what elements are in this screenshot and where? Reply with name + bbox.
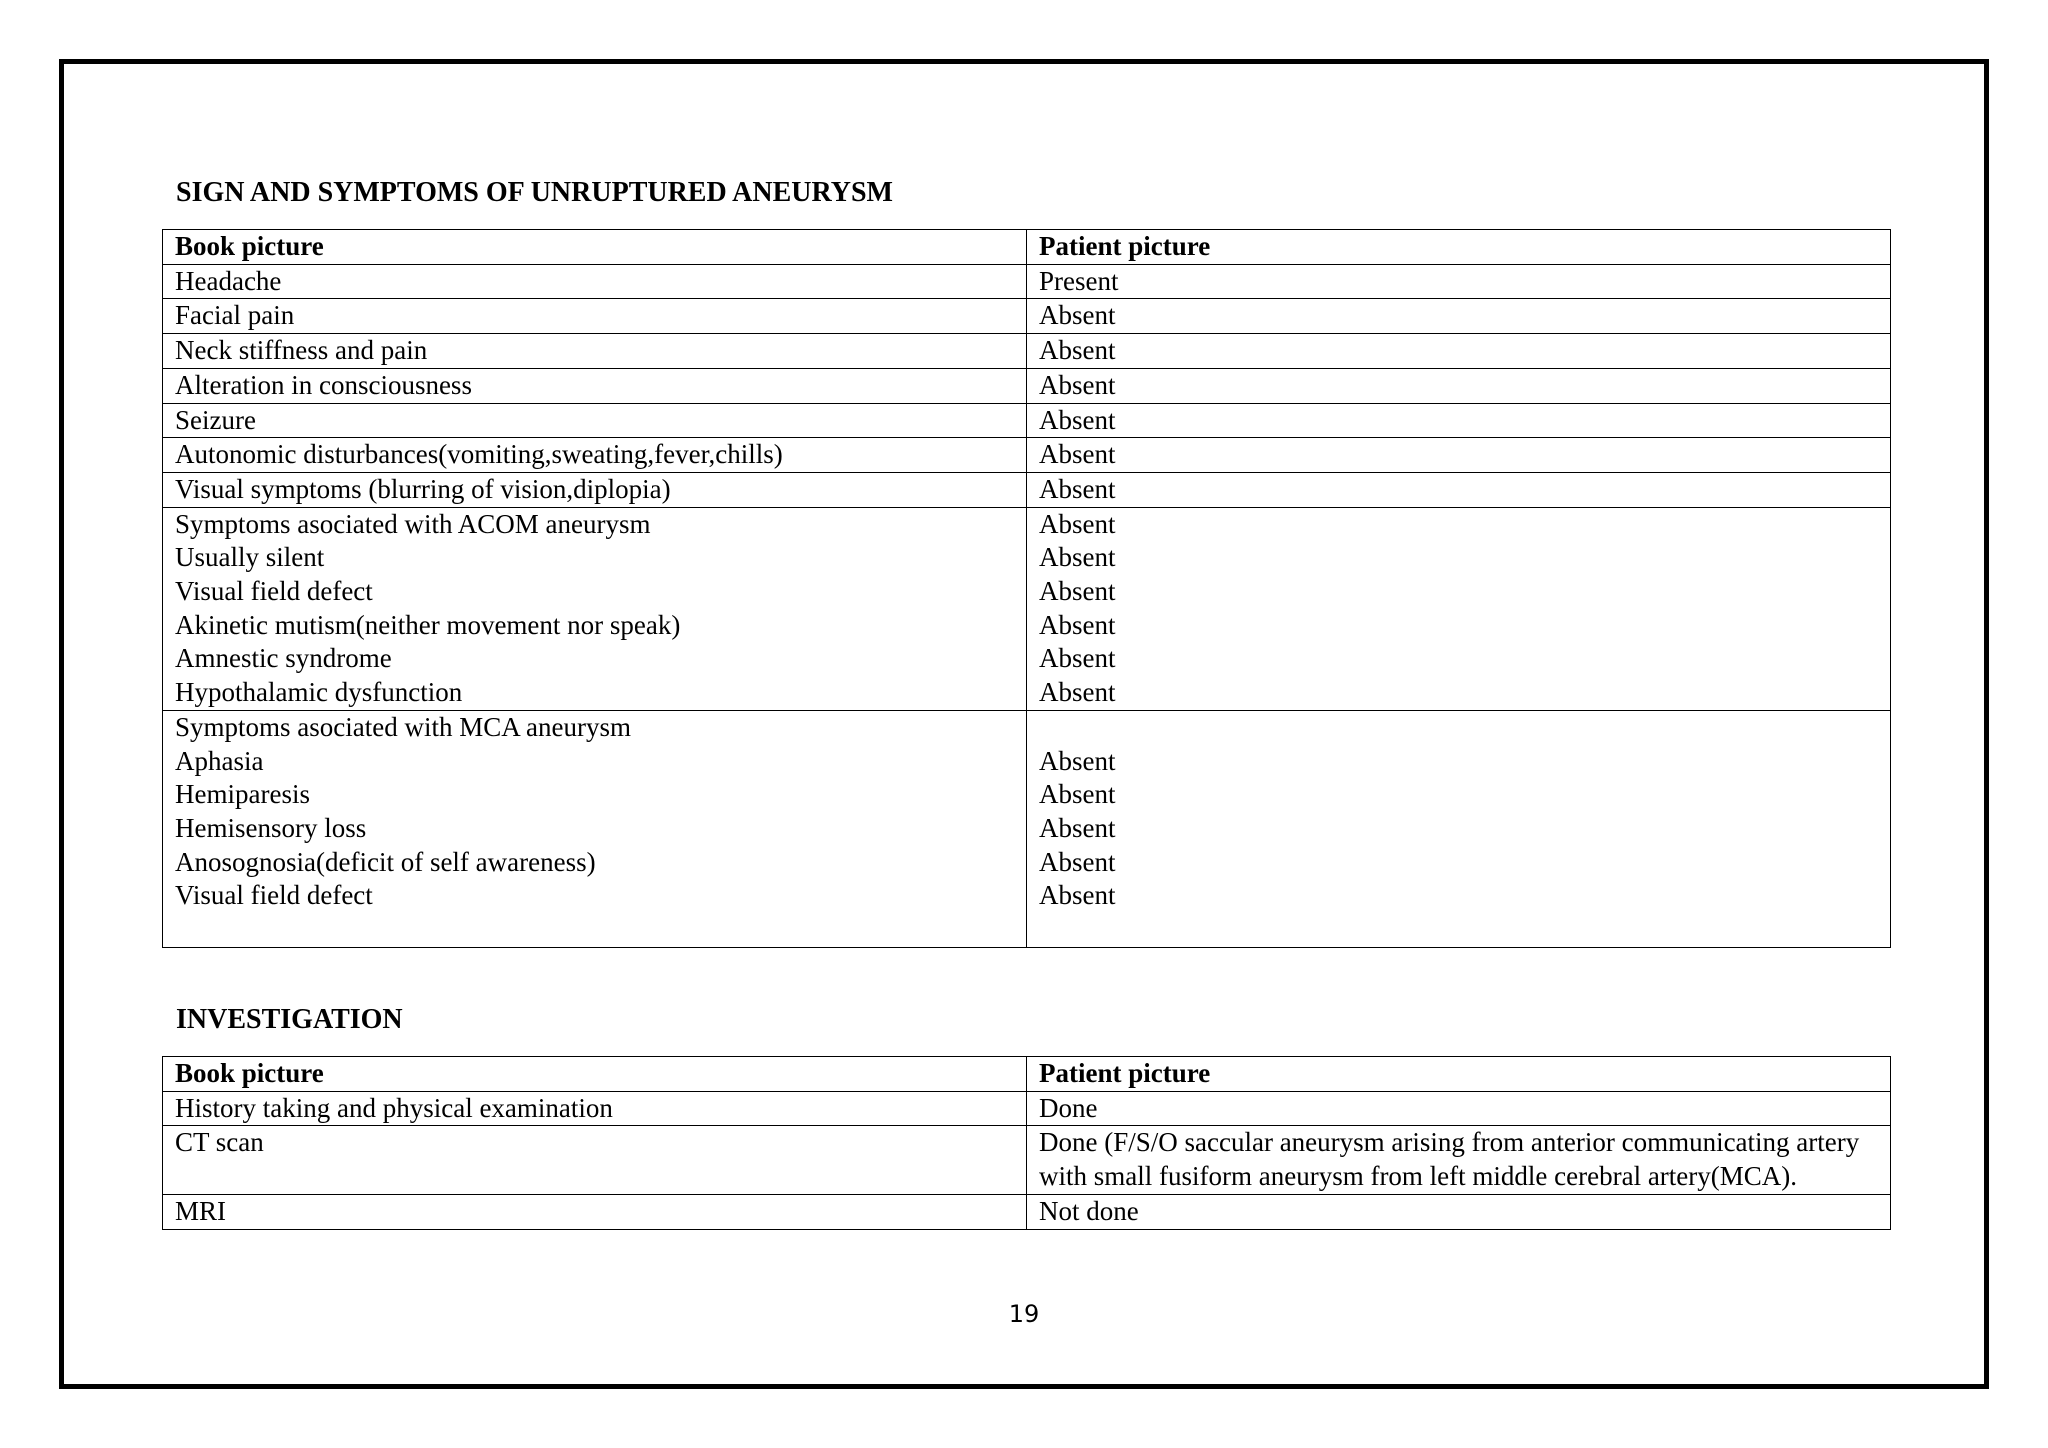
book-cell	[163, 472, 1027, 507]
table-row	[163, 438, 1891, 473]
table-row	[163, 299, 1891, 334]
cell-line: Hypothalamic dysfunction	[175, 677, 463, 708]
page-number: 19	[1008, 1300, 1040, 1328]
patient-cell	[1027, 472, 1891, 507]
patient-cell	[1027, 368, 1891, 403]
cell-line: Absent	[1039, 369, 1116, 400]
patient-cell	[1027, 264, 1891, 299]
cell-line: Facial pain	[175, 300, 295, 331]
cell-line: Absent	[1039, 779, 1116, 810]
cell-line: Absent	[1039, 542, 1116, 573]
table-row	[163, 368, 1891, 403]
book-cell	[163, 299, 1027, 334]
cell-line: Autonomic disturbances(vomiting,sweating,fever,chills)	[175, 439, 783, 470]
cell-line: Visual field defect	[175, 576, 373, 607]
book-cell	[163, 438, 1027, 473]
table-row	[163, 334, 1891, 369]
cell-line: Visual field defect	[175, 880, 373, 911]
cell-line: Absent	[1039, 745, 1116, 776]
table-row	[163, 1091, 1891, 1126]
table-header-row	[163, 230, 1891, 265]
book-cell	[163, 264, 1027, 299]
investigation-table	[162, 1056, 1891, 1230]
cell-line: Akinetic mutism(neither movement nor speak)	[175, 609, 681, 640]
cell-line: Neck stiffness and pain	[175, 335, 428, 366]
book-cell	[163, 334, 1027, 369]
cell-line: Alteration in consciousness	[175, 369, 472, 400]
cell-line: Absent	[1039, 812, 1116, 843]
patient-cell	[1027, 710, 1891, 947]
patient-cell	[1027, 507, 1891, 710]
book-cell	[163, 368, 1027, 403]
cell-line: Usually silent	[175, 542, 325, 573]
table-row	[163, 1126, 1891, 1194]
cell-line: Absent	[1039, 880, 1116, 911]
blank-line	[175, 913, 1014, 947]
book-cell	[163, 710, 1027, 947]
column-header-patient-picture: Patient picture	[1027, 230, 1891, 265]
cell-line: Absent	[1039, 643, 1116, 674]
cell-line: Aphasia	[175, 745, 264, 776]
blank-line	[1039, 711, 1878, 745]
cell-line: Absent	[1039, 439, 1116, 470]
cell-line: Hemisensory loss	[175, 812, 367, 843]
cell-line: Absent	[1039, 609, 1116, 640]
book-cell: CT scan	[163, 1126, 1027, 1194]
cell-line: Headache	[175, 265, 282, 296]
patient-cell	[1027, 403, 1891, 438]
cell-line: Absent	[1039, 404, 1116, 435]
table-row	[163, 403, 1891, 438]
cell-line: Symptoms asociated with ACOM aneurysm	[175, 508, 651, 539]
book-cell: MRI	[163, 1194, 1027, 1229]
patient-cell: Done	[1027, 1091, 1891, 1126]
table-row	[163, 264, 1891, 299]
patient-cell: Done (F/S/O saccular aneurysm arising from anterior communicating artery with small fusiform aneurysm from left middle cerebral artery(MCA).	[1027, 1126, 1891, 1194]
cell-line: Absent	[1039, 846, 1116, 877]
cell-line: Visual symptoms (blurring of vision,diplopia)	[175, 473, 671, 504]
table-row-acom	[163, 507, 1891, 710]
symptoms-table	[162, 229, 1891, 948]
table-header-row	[163, 1057, 1891, 1092]
cell-line: Absent	[1039, 335, 1116, 366]
cell-line: Anosognosia(deficit of self awareness)	[175, 846, 596, 877]
section-heading-investigation: INVESTIGATION	[176, 1004, 403, 1035]
book-cell	[163, 507, 1027, 710]
patient-cell	[1027, 299, 1891, 334]
book-cell: History taking and physical examination	[163, 1091, 1027, 1126]
cell-line: Seizure	[175, 404, 256, 435]
patient-cell	[1027, 438, 1891, 473]
cell-line: Absent	[1039, 473, 1116, 504]
cell-line: Symptoms asociated with MCA aneurysm	[175, 711, 631, 742]
cell-line: Absent	[1039, 576, 1116, 607]
table-row	[163, 1194, 1891, 1229]
book-cell	[163, 403, 1027, 438]
cell-line: Amnestic syndrome	[175, 643, 392, 674]
table-row	[163, 472, 1891, 507]
cell-line: Absent	[1039, 508, 1116, 539]
column-header-book-picture: Book picture	[163, 230, 1027, 265]
cell-line: Hemiparesis	[175, 779, 310, 810]
patient-cell: Not done	[1027, 1194, 1891, 1229]
cell-line: Absent	[1039, 300, 1116, 331]
patient-cell	[1027, 334, 1891, 369]
column-header-patient-picture: Patient picture	[1027, 1057, 1891, 1092]
cell-line: Absent	[1039, 677, 1116, 708]
cell-line: Present	[1039, 265, 1119, 296]
table-row-mca	[163, 710, 1891, 947]
section-heading-symptoms: SIGN AND SYMPTOMS OF UNRUPTURED ANEURYSM	[176, 177, 893, 208]
column-header-book-picture: Book picture	[163, 1057, 1027, 1092]
